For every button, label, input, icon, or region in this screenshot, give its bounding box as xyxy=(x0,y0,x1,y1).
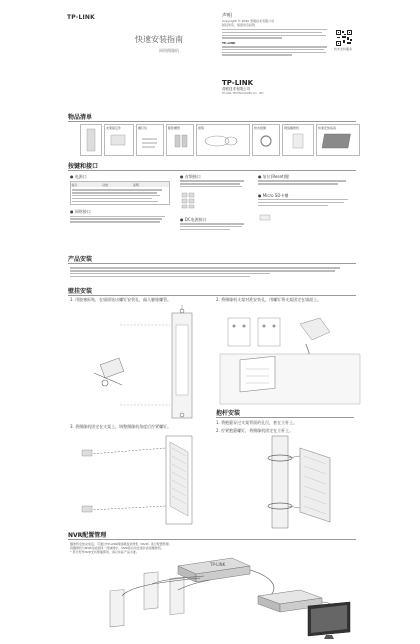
wall-illustration-2 xyxy=(220,314,360,404)
nvr-description xyxy=(70,542,290,554)
section-ports: 按键和接口 xyxy=(68,163,99,170)
brand-logo-text: TP-LINK xyxy=(222,79,254,87)
wall-step-3: 3. 将摄像机固定在支架上，调整摄像机角度后拧紧螺钉。 xyxy=(70,424,172,429)
power-port-label: ● 电源口 xyxy=(70,174,87,179)
nvr-text-2: 将摄像机与NVR连接到同一局域网中，NVR将自动发现并添加摄像机。 xyxy=(70,546,164,550)
section-specs: 产品安装 xyxy=(68,256,93,263)
qr-code xyxy=(336,30,352,46)
reset-button-label: ● 复位(Reset)键 xyxy=(258,174,290,179)
nvr-diagram xyxy=(100,556,360,640)
section-pole-rule xyxy=(216,417,354,418)
statement-body: 版权所有，保留所有权利 xyxy=(222,23,256,27)
nvr-text-1: 摄像机安装完成后，可通过TP-LINK网络硬盘录像机（NVR）进行配置管理。 xyxy=(70,542,172,546)
wall-step-1: 1. 用胶塞标贴，在墙面钻出螺钉安装孔，敲入膨胀螺管。 xyxy=(70,297,172,302)
brand-logo-cn: 普联技术有限公司 xyxy=(222,87,250,91)
package-item: 网络摄像机 xyxy=(282,124,314,156)
package-item: 螺钉包 xyxy=(136,124,164,156)
sd-slot-label: ● Micro SD卡槽 xyxy=(258,192,289,198)
section-specs-rule xyxy=(68,263,356,264)
package-item: 快速安装指南 xyxy=(316,124,360,156)
switch-icon xyxy=(178,558,250,582)
wall-illustration-3 xyxy=(80,432,210,527)
package-item: 防水胶圈 xyxy=(252,124,280,156)
statement-heading: Copyright © 2020 普联技术有限公司 xyxy=(222,19,275,23)
guide-title: 快速安装指南 xyxy=(135,35,183,44)
section-package-rule xyxy=(68,121,356,122)
pole-step-2: 2. 拧紧抱箍螺钉，将摄像机固定在立杆上。 xyxy=(216,428,294,433)
statement-block xyxy=(222,12,332,57)
section-wall-rule xyxy=(68,295,356,296)
wall-step-2: 2. 将摄像机支架对准安装孔，用螺钉将支架固定在墙面上。 xyxy=(216,297,322,302)
statement-text-lines-2 xyxy=(222,46,332,56)
ports-table-header: 说明 xyxy=(132,182,139,187)
guide-subtitle: 网络摄像机 xyxy=(159,48,179,53)
package-item: 膨胀螺管 xyxy=(166,124,194,156)
nvr-text-3: * 部分型号NVR支持即插即用，请以实际产品为准。 xyxy=(70,550,139,554)
ports-table-header: 接口 xyxy=(71,182,78,187)
network-port-label: ● 网络接口 xyxy=(70,209,91,215)
monitor-icon xyxy=(308,602,350,639)
package-list xyxy=(80,124,360,164)
brand-logo xyxy=(222,79,342,95)
statement-title: 声明 xyxy=(222,13,233,19)
section-package: 物品清单 xyxy=(68,114,93,121)
section-wall: 壁挂安装 xyxy=(68,288,93,295)
pole-illustration xyxy=(230,436,360,528)
section-ports-rule xyxy=(68,170,356,171)
package-item: 抱箍 xyxy=(196,124,250,156)
camera-icon xyxy=(110,572,184,627)
port-diagram xyxy=(180,191,210,209)
ports-right-panel xyxy=(258,174,350,254)
svg-text:TP-LINK: TP-LINK xyxy=(210,562,226,567)
ports-table-header: 功能 xyxy=(102,182,109,187)
ports-left-panel xyxy=(70,174,170,254)
ports-table xyxy=(70,181,170,205)
statement-brand-label: TP-LINK xyxy=(222,40,236,45)
section-nvr: NVR配置管理 xyxy=(68,532,107,539)
audio-port-label: ● 音频接口 xyxy=(180,174,201,179)
qr-caption: 技术支持服务 xyxy=(334,47,353,51)
wall-illustration-1 xyxy=(80,305,210,420)
specs-text xyxy=(70,266,350,279)
package-item xyxy=(80,124,102,156)
dc-port-label: ● DC电源接口 xyxy=(180,216,207,222)
package-item: 支架固定件 xyxy=(104,124,134,156)
ports-middle-panel xyxy=(180,174,248,264)
top-left-logo: TP-LINK xyxy=(67,14,96,21)
section-pole: 抱杆安装 xyxy=(216,410,241,417)
statement-text-lines xyxy=(222,29,332,39)
cover-panel xyxy=(135,34,215,74)
brand-logo-sub: TP-LINK TECHNOLOGIES CO., LTD. xyxy=(222,92,265,95)
pole-step-1: 1. 将抱箍穿过支架背面的孔位，套在立杆上。 xyxy=(216,420,298,425)
section-nvr-rule xyxy=(68,539,356,540)
sd-card-icon xyxy=(258,214,298,222)
